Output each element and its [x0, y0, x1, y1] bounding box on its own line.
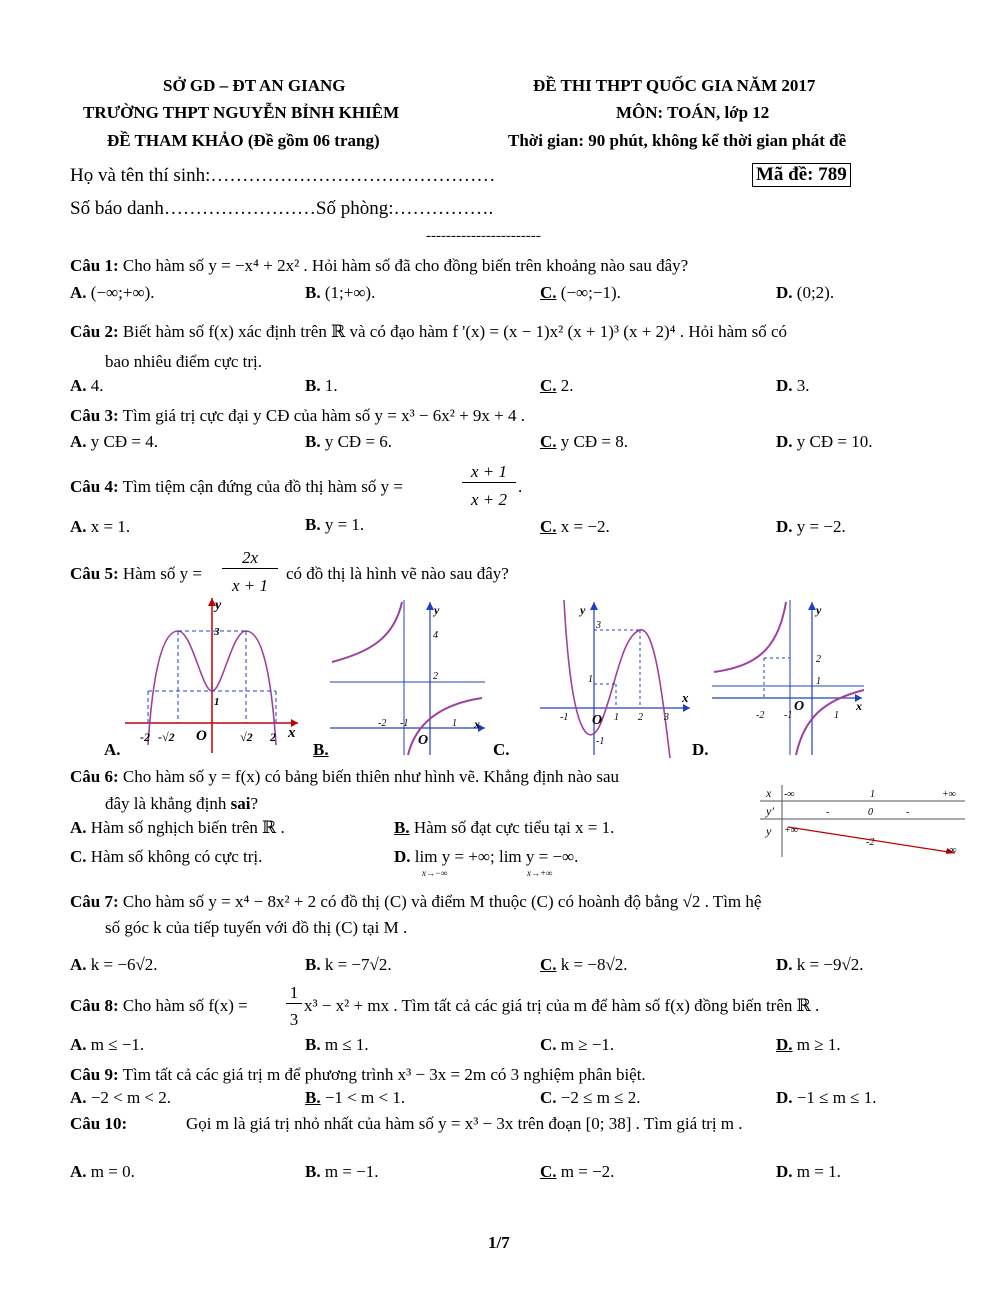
axis-y-label: y: [580, 603, 586, 617]
q4-frac-den: x + 2: [470, 490, 508, 509]
svg-text:3: 3: [596, 620, 601, 631]
svg-text:1: 1: [816, 676, 821, 687]
school-dept: SỞ GD – ĐT AN GIANG: [163, 76, 346, 95]
q9-option-b[interactable]: B. −1 < m < 1.: [305, 1088, 406, 1107]
svg-text:3: 3: [664, 712, 669, 723]
axis-x-label: x: [856, 699, 862, 713]
svg-text:1: 1: [588, 674, 593, 685]
svg-text:1: 1: [614, 712, 619, 723]
svg-text:+∞: +∞: [784, 825, 798, 836]
q6-d-sub2: x→+∞: [527, 868, 553, 878]
question-2-cont: bao nhiêu điểm cực trị.: [105, 352, 262, 371]
q8-option-b[interactable]: B. m ≤ 1.: [305, 1035, 369, 1054]
origin-label: O: [196, 728, 207, 744]
q1-option-c[interactable]: C. (−∞;−1).: [540, 283, 621, 302]
axis-x-label: x: [682, 690, 689, 705]
svg-text:y: y: [766, 824, 772, 838]
exam-title: ĐỀ THI THPT QUỐC GIA NĂM 2017: [533, 76, 816, 95]
page-number: 1/7: [488, 1233, 510, 1252]
svg-text:-2: -2: [756, 710, 765, 721]
svg-text:-2: -2: [866, 837, 875, 848]
svg-text:3: 3: [214, 626, 220, 638]
q8-frac-num: 1: [286, 983, 302, 1004]
q5-frac-num: 2x: [222, 548, 278, 569]
q2-option-c[interactable]: C. 2.: [540, 376, 574, 395]
svg-text:-2: -2: [378, 718, 387, 729]
svg-text:-1: -1: [596, 736, 605, 747]
question-6: Câu 6: Cho hàm số y = f(x) có bảng biến thiên như hình vẽ. Khẳng định nào sau: [70, 767, 620, 786]
question-7: Câu 7: Cho hàm số y = x⁴ − 8x² + 2 có đồ thị (C) và điểm M thuộc (C) có hoành độ bằng √2 . Tìm hệ: [70, 892, 762, 911]
svg-text:2: 2: [816, 654, 821, 665]
question-10: Gọi m là giá trị nhỏ nhất của hàm số y = x³ − 3x trên đoạn [0; 38] . Tìm giá trị m .: [186, 1114, 743, 1133]
graph-c-label: C.: [493, 740, 510, 759]
svg-text:√2: √2: [240, 730, 253, 744]
svg-text:0: 0: [868, 807, 873, 818]
svg-text:4: 4: [433, 630, 438, 641]
question-1: [70, 256, 688, 276]
separator: -----------------------: [426, 228, 541, 244]
question-7-cont: số góc k của tiếp tuyến với đồ thị (C) tại M .: [105, 918, 408, 937]
q2-option-d[interactable]: D. 3.: [776, 376, 810, 395]
question-2: Câu 2: Biết hàm số f(x) xác định trên ℝ và có đạo hàm f '(x) = (x − 1)x² (x + 1)³ (x + 2)⁴ . Hỏi hàm số có: [70, 322, 788, 341]
graph-c[interactable]: [540, 600, 695, 758]
q4-option-d[interactable]: D. y = −2.: [776, 517, 846, 536]
q4-option-a[interactable]: A. x = 1.: [70, 517, 131, 536]
axis-x-label: x: [474, 717, 480, 731]
subject: MÔN: TOÁN, lớp 12: [616, 103, 770, 122]
svg-text:2: 2: [638, 712, 643, 723]
question-10-number: Câu 10:: [70, 1114, 128, 1133]
q6-option-a[interactable]: A. Hàm số nghịch biến trên ℝ .: [70, 818, 285, 837]
candidate-name-line: Họ và tên thí sinh:………………………………………: [70, 165, 496, 186]
q6-option-d[interactable]: D. lim y = +∞; lim y = −∞.: [394, 847, 579, 866]
variation-table: [760, 785, 970, 860]
q1-option-a[interactable]: A. (−∞;+∞).: [70, 283, 155, 302]
q7-option-a[interactable]: A. k = −6√2.: [70, 955, 158, 974]
exam-time: Thời gian: 90 phút, không kể thời gian phát đề: [508, 131, 847, 150]
svg-text:-∞: -∞: [946, 845, 957, 856]
question-number: Câu 1:: [70, 256, 119, 275]
svg-text:-1: -1: [784, 710, 793, 721]
q10-option-a[interactable]: A. m = 0.: [70, 1162, 135, 1181]
question-5-cont: có đồ thị là hình vẽ nào sau đây?: [286, 564, 509, 583]
graph-d-label: D.: [692, 740, 709, 759]
axis-y-label: y: [215, 598, 222, 613]
q1-option-b[interactable]: B. (1;+∞).: [305, 283, 376, 302]
axis-y-label: y: [816, 603, 822, 617]
axis-y-label: y: [434, 603, 440, 617]
svg-text:1: 1: [870, 789, 875, 800]
exam-code: Mã đề: 789: [752, 163, 851, 187]
svg-text:2: 2: [433, 671, 438, 682]
q5-frac-den: x + 1: [231, 576, 269, 595]
q8-option-d[interactable]: D. m ≥ 1.: [776, 1035, 841, 1054]
origin-label: O: [418, 733, 429, 748]
question-8-cont: x³ − x² + mx . Tìm tất cả các giá trị của m để hàm số f(x) đồng biến trên ℝ .: [304, 996, 820, 1015]
q4-period: .: [518, 477, 523, 496]
question-4: Câu 4: Tìm tiệm cận đứng của đồ thị hàm số y =: [70, 477, 403, 496]
svg-text:-√2: -√2: [158, 730, 175, 744]
svg-text:-1: -1: [560, 712, 569, 723]
q6-option-b[interactable]: B. Hàm số đạt cực tiểu tại x = 1.: [394, 818, 615, 837]
q9-option-a[interactable]: A. −2 < m < 2.: [70, 1088, 172, 1107]
q3-option-a[interactable]: A. y CĐ = 4.: [70, 432, 158, 451]
svg-text:y': y': [766, 804, 774, 818]
question-8: Câu 8: Cho hàm số f(x) =: [70, 996, 248, 1015]
svg-text:x: x: [766, 786, 772, 800]
axis-x-label: x: [288, 725, 296, 741]
q4-option-b[interactable]: B. y = 1.: [305, 515, 365, 534]
svg-text:1: 1: [452, 718, 457, 729]
graph-d[interactable]: [712, 600, 867, 758]
q7-option-d[interactable]: D. k = −9√2.: [776, 955, 864, 974]
graph-a-label: A.: [104, 740, 121, 759]
svg-text:1: 1: [834, 710, 839, 721]
graph-b[interactable]: [330, 600, 490, 758]
q1-option-d[interactable]: D. (0;2).: [776, 283, 835, 302]
question-6-cont: đây là khẳng định sai?: [105, 794, 258, 813]
svg-text:-∞: -∞: [784, 789, 795, 800]
svg-text:-: -: [826, 807, 830, 818]
school-name: TRƯỜNG THPT NGUYỄN BỈNH KHIÊM: [83, 103, 400, 122]
question-9: Câu 9: Tìm tất cả các giá trị m để phương trình x³ − 3x = 2m có 3 nghiệm phân biệt.: [70, 1065, 646, 1084]
q8-frac-den: 3: [289, 1010, 299, 1029]
q10-option-c[interactable]: C. m = −2.: [540, 1162, 615, 1181]
q6-option-c[interactable]: C. Hàm số không có cực trị.: [70, 847, 263, 866]
q9-option-c[interactable]: C. −2 ≤ m ≤ 2.: [540, 1088, 641, 1107]
q10-option-d[interactable]: D. m = 1.: [776, 1162, 841, 1181]
q6-d-sub1: x→−∞: [422, 868, 448, 878]
question-5: Câu 5: Hàm số y =: [70, 564, 202, 583]
q3-option-b[interactable]: B. y CĐ = 6.: [305, 432, 393, 451]
q2-option-a[interactable]: A. 4.: [70, 376, 104, 395]
svg-text:1: 1: [214, 696, 220, 708]
svg-text:+∞: +∞: [942, 789, 956, 800]
q3-option-d[interactable]: D. y CĐ = 10.: [776, 432, 873, 451]
q2-option-b[interactable]: B. 1.: [305, 376, 338, 395]
question-3: Câu 3: Tìm giá trị cực đại y CĐ của hàm số y = x³ − 6x² + 9x + 4 .: [70, 406, 526, 425]
question-text: Cho hàm số y = −x⁴ + 2x² . Hỏi hàm số đã cho đồng biến trên khoảng nào sau đây?: [122, 256, 689, 275]
q10-option-b[interactable]: B. m = −1.: [305, 1162, 379, 1181]
origin-label: O: [592, 713, 603, 728]
candidate-id-line: Số báo danh……………………Số phòng:…………….: [70, 198, 494, 219]
svg-text:-2: -2: [140, 730, 150, 744]
origin-label: O: [794, 699, 805, 714]
q4-option-c[interactable]: C. x = −2.: [540, 517, 610, 536]
svg-text:2: 2: [270, 730, 276, 744]
q4-frac-num: x + 1: [462, 462, 516, 483]
svg-text:-: -: [906, 807, 910, 818]
q3-option-c[interactable]: C. y CĐ = 8.: [540, 432, 628, 451]
graph-a[interactable]: [120, 595, 305, 755]
exam-ref-note: ĐỀ THAM KHẢO (Đề gồm 06 trang): [107, 131, 380, 150]
graph-b-label: B.: [313, 740, 329, 759]
svg-text:-1: -1: [400, 718, 409, 729]
q7-option-c[interactable]: C. k = −8√2.: [540, 955, 628, 974]
q8-option-c[interactable]: C. m ≥ −1.: [540, 1035, 615, 1054]
q9-option-d[interactable]: D. −1 ≤ m ≤ 1.: [776, 1088, 877, 1107]
q8-option-a[interactable]: A. m ≤ −1.: [70, 1035, 145, 1054]
q7-option-b[interactable]: B. k = −7√2.: [305, 955, 392, 974]
